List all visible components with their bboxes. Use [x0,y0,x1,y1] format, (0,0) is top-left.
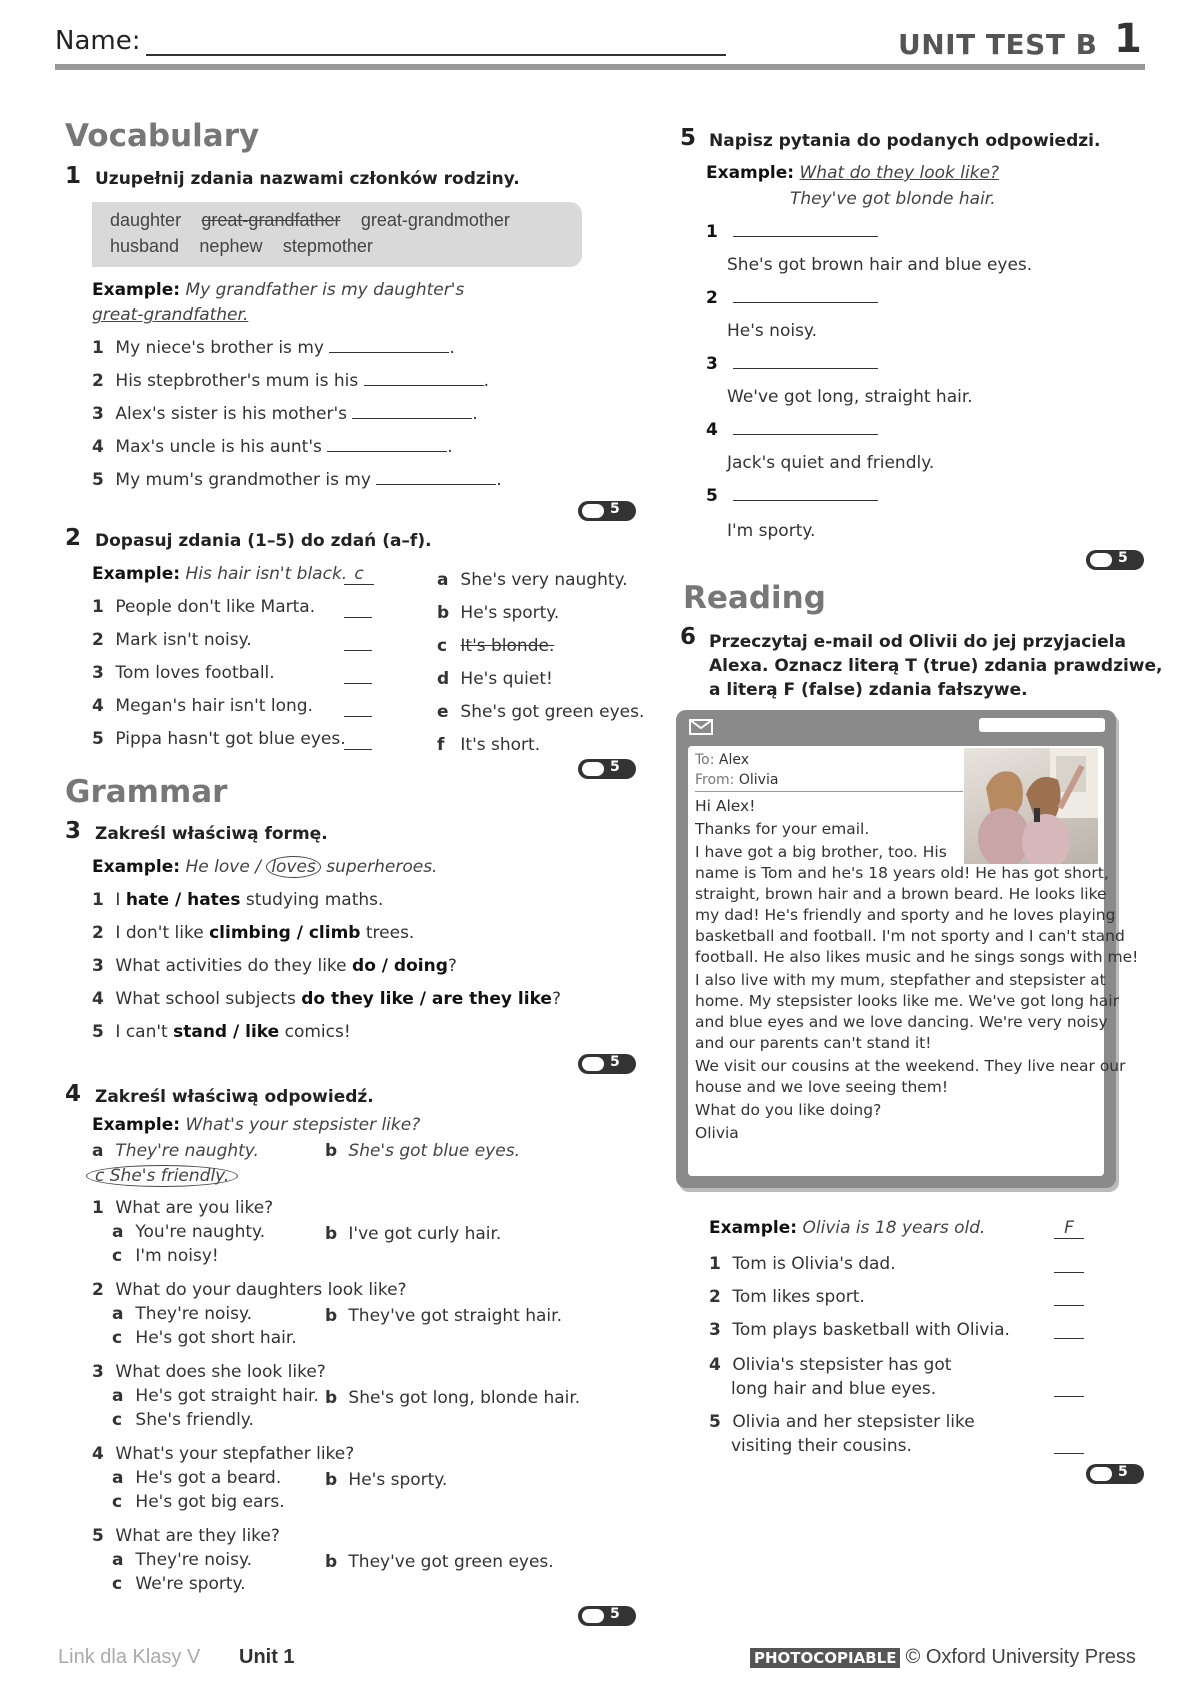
answer-blank[interactable] [344,716,372,717]
word-bank-item: great-grandmother [360,210,510,230]
photocopiable-badge: PHOTOCOPIABLE [750,1648,900,1668]
exercise-4-item: 4 What's your stepfather like? a He's got a beard. c He's got big ears. b He's sporty. [92,1444,448,1512]
exercise-2-example: Example: His hair isn't black. [92,564,348,584]
exercise-4-item: 1 What are you like? a You're naughty. c I'm noisy! b I've got curly hair. [92,1198,502,1266]
exercise-2-option: c It's blonde. [437,636,555,656]
answer-blank[interactable] [344,617,372,618]
answer-blank[interactable] [344,650,372,651]
exercise-6-item: 2 Tom likes sport. [709,1287,865,1307]
answer-option[interactable]: He's got straight hair. [135,1386,319,1406]
name-label: Name: [55,26,141,56]
header-rule [55,64,1145,70]
exercise-2-example-answer: c [344,564,374,585]
answer-blank[interactable] [1054,1272,1084,1273]
answer-blank[interactable] [733,368,878,369]
exercise-2-item: 1 People don't like Marta. [92,597,316,617]
exercise-5-item: 5 [706,486,878,506]
vocabulary-heading: Vocabulary [65,118,260,154]
exercise-2-item: 2 Mark isn't noisy. [92,630,252,650]
answer-blank[interactable] [1054,1396,1084,1397]
word-bank-item: great-grandfather [201,210,341,230]
footer-book-title: Link dla Klasy V [58,1646,201,1668]
answer-blank[interactable] [344,749,372,750]
exercise-6-example-answer: F [1054,1218,1084,1239]
exercise-5-item: 3 [706,354,878,374]
exercise-3-item: 1 I hate / hates studying maths. [92,890,384,910]
score-box: 5 [1086,1464,1144,1484]
exercise-5-item: 4 [706,420,878,440]
exercise-4-example-a: a They're naughty. [92,1141,259,1161]
choice-option[interactable]: do they like / are they like [301,989,552,1009]
exercise-5-answer: We've got long, straight hair. [727,387,973,407]
exercise-1-example-answer: great-grandfather. [92,305,249,325]
exercise-5-example-answer: They've got blonde hair. [790,189,996,209]
exercise-3-number: 3 [65,818,82,844]
answer-option[interactable]: I've got curly hair. [348,1224,502,1244]
exercise-4-example: Example: What's your stepsister like? [92,1115,421,1135]
exercise-5-item: 1 [706,222,878,242]
exercise-2-item: 4 Megan's hair isn't long. [92,696,313,716]
answer-option[interactable]: She's got long, blonde hair. [348,1388,581,1408]
score-box: 5 [578,501,636,521]
email-to: To: Alex [695,752,750,768]
answer-option[interactable]: You're naughty. [135,1222,266,1242]
exercise-4-instruction: Zakreśl właściwą odpowiedź. [95,1087,374,1107]
answer-option[interactable]: He's got a beard. [135,1468,282,1488]
word-bank [92,202,582,267]
answer-option[interactable]: He's got big ears. [135,1492,285,1512]
exercise-6-instruction: Przeczytaj e-mail od Olivii do jej przyjaciela Alexa. Oznacz literą T (true) zdania prawdziwe, a literą F (false) zdania fałszywe. [709,632,1163,700]
exercise-6-item: 4 Olivia's stepsister has got long hair and blue eyes. [709,1355,952,1399]
exercise-4-item: 2 What do your daughters look like? a They're noisy. c He's got short hair. b They've got straight hair. [92,1280,562,1348]
choice-option[interactable]: stand / like [173,1022,280,1042]
score-box: 5 [578,759,636,779]
exercise-3-instruction: Zakreśl właściwą formę. [95,824,328,844]
answer-option[interactable]: I'm noisy! [135,1246,219,1266]
exercise-4-example-b: b She's got blue eyes. [325,1141,521,1161]
exercise-1-item: 3 Alex's sister is his mother's . [92,404,478,424]
exercise-2-option: a She's very naughty. [437,570,628,590]
answer-blank[interactable] [1054,1453,1084,1454]
email-from: From: Olivia [695,772,779,788]
answer-blank[interactable] [329,352,449,353]
grammar-heading: Grammar [65,774,228,810]
copyright-text: © Oxford University Press [905,1646,1136,1668]
score-box: 5 [1086,550,1144,570]
score-box: 5 [578,1606,636,1626]
exercise-6-number: 6 [680,624,697,650]
exercise-6-item: 1 Tom is Olivia's dad. [709,1254,896,1274]
exercise-5-item: 2 [706,288,878,308]
answer-option[interactable]: They've got straight hair. [348,1306,562,1326]
word-bank-item: husband [110,236,180,256]
choice-option[interactable]: climbing / climb [209,923,361,943]
answer-option[interactable]: They're noisy. [135,1550,253,1570]
exercise-5-example: Example: What do they look like? [706,163,1000,183]
answer-blank[interactable] [1054,1338,1084,1339]
exercise-2-option: f It's short. [437,735,541,755]
answer-option[interactable]: We're sporty. [135,1574,246,1594]
answer-option[interactable]: She's friendly. [135,1410,254,1430]
unit-test-title: UNIT TEST B [898,28,1098,61]
reading-heading: Reading [683,580,826,616]
answer-blank[interactable] [733,236,878,237]
word-bank-item: daughter [110,210,182,230]
footer-unit: Unit 1 [239,1646,295,1668]
answer-blank[interactable] [1054,1305,1084,1306]
exercise-5-answer: Jack's quiet and friendly. [727,453,935,473]
exercise-2-option: b He's sporty. [437,603,560,623]
answer-option[interactable]: They're noisy. [135,1304,253,1324]
exercise-5-number: 5 [680,125,697,151]
choice-option[interactable]: do / doing [352,956,448,976]
exercise-1-number: 1 [65,163,82,189]
email-body [688,746,1139,1176]
footer-rights [750,1646,1136,1669]
answer-option[interactable]: He's got short hair. [135,1328,297,1348]
exercise-6-item: 5 Olivia and her stepsister like visiting their cousins. [709,1412,975,1456]
unit-number: 1 [1114,16,1142,62]
exercise-3-example: Example: He love / loves superheroes. [92,857,438,877]
email-subject-field[interactable] [979,718,1105,732]
answer-blank[interactable] [327,451,447,452]
exercise-1-item: 5 My mum's grandmother is my . [92,470,502,490]
exercise-2-option: d He's quiet! [437,669,553,689]
exercise-3-item: 2 I don't like climbing / climb trees. [92,923,415,943]
score-box: 5 [578,1054,636,1074]
name-field[interactable] [146,54,726,56]
exercise-1-instruction: Uzupełnij zdania nazwami członków rodziny. [95,169,520,189]
email-window [676,710,1139,1188]
answer-blank[interactable] [733,302,878,303]
exercise-6-item: 3 Tom plays basketball with Olivia. [709,1320,1010,1340]
answer-option[interactable]: He's sporty. [348,1470,448,1490]
exercise-2-item: 5 Pippa hasn't got blue eyes. [92,729,346,749]
exercise-4-example-c: c She's friendly. [86,1165,238,1187]
answer-blank[interactable] [733,500,878,501]
answer-blank[interactable] [364,385,484,386]
exercise-6-example: Example: Olivia is 18 years old. [709,1218,986,1238]
answer-blank[interactable] [733,434,878,435]
envelope-icon [689,719,713,735]
exercise-4-item: 3 What does she look like? a He's got straight hair. c She's friendly. b She's got long, blonde hair. [92,1362,581,1430]
word-bank-item: stepmother [282,236,373,256]
answer-blank[interactable] [376,484,496,485]
exercise-5-answer: She's got brown hair and blue eyes. [727,255,1033,275]
exercise-5-answer: He's noisy. [727,321,817,341]
exercise-5-instruction: Napisz pytania do podanych odpowiedzi. [709,131,1101,151]
word-bank-item: nephew [199,236,263,256]
exercise-1-item: 1 My niece's brother is my . [92,338,455,358]
exercise-1-example: Example: My grandfather is my daughter's [92,280,465,300]
exercise-1-item: 4 Max's uncle is his aunt's . [92,437,453,457]
exercise-1-item: 2 His stepbrother's mum is his . [92,371,490,391]
exercise-2-instruction: Dopasuj zdania (1–5) do zdań (a–f). [95,531,432,551]
exercise-4-number: 4 [65,1081,82,1107]
exercise-3-item: 3 What activities do they like do / doing? [92,956,457,976]
email-text: Hi Alex! Thanks for your email. I have got a big brother, too. His name is Tom and he's 18 years old! He has got short, straight, brown hair and a brown beard. He looks like my dad! He's friendly and sporty and he loves playing basketball and football. I'm not sporty and I can't stand football. He also likes music and he sings songs with me! I also live with my mum, stepfather and stepsister at home. My stepsister looks like me. We've got long hair and blue eyes and we love dancing. We're very noisy and our parents can't stand it! We visit our cousins at the weekend. They live near our house and we love seeing them! What do you like doing? Olivia [695,797,1139,1142]
exercise-2-option: e She's got green eyes. [437,702,645,722]
answer-blank[interactable] [344,683,372,684]
answer-option[interactable]: They've got green eyes. [348,1552,554,1572]
exercise-3-item: 5 I can't stand / like comics! [92,1022,351,1042]
exercise-3-item: 4 What school subjects do they like / are they like? [92,989,561,1009]
exercise-2-item: 3 Tom loves football. [92,663,275,683]
exercise-5-answer: I'm sporty. [727,521,816,541]
choice-option[interactable]: hate / hates [125,890,241,910]
exercise-2-number: 2 [65,525,82,551]
exercise-4-item: 5 What are they like? a They're noisy. c We're sporty. b They've got green eyes. [92,1526,554,1594]
answer-blank[interactable] [352,418,472,419]
